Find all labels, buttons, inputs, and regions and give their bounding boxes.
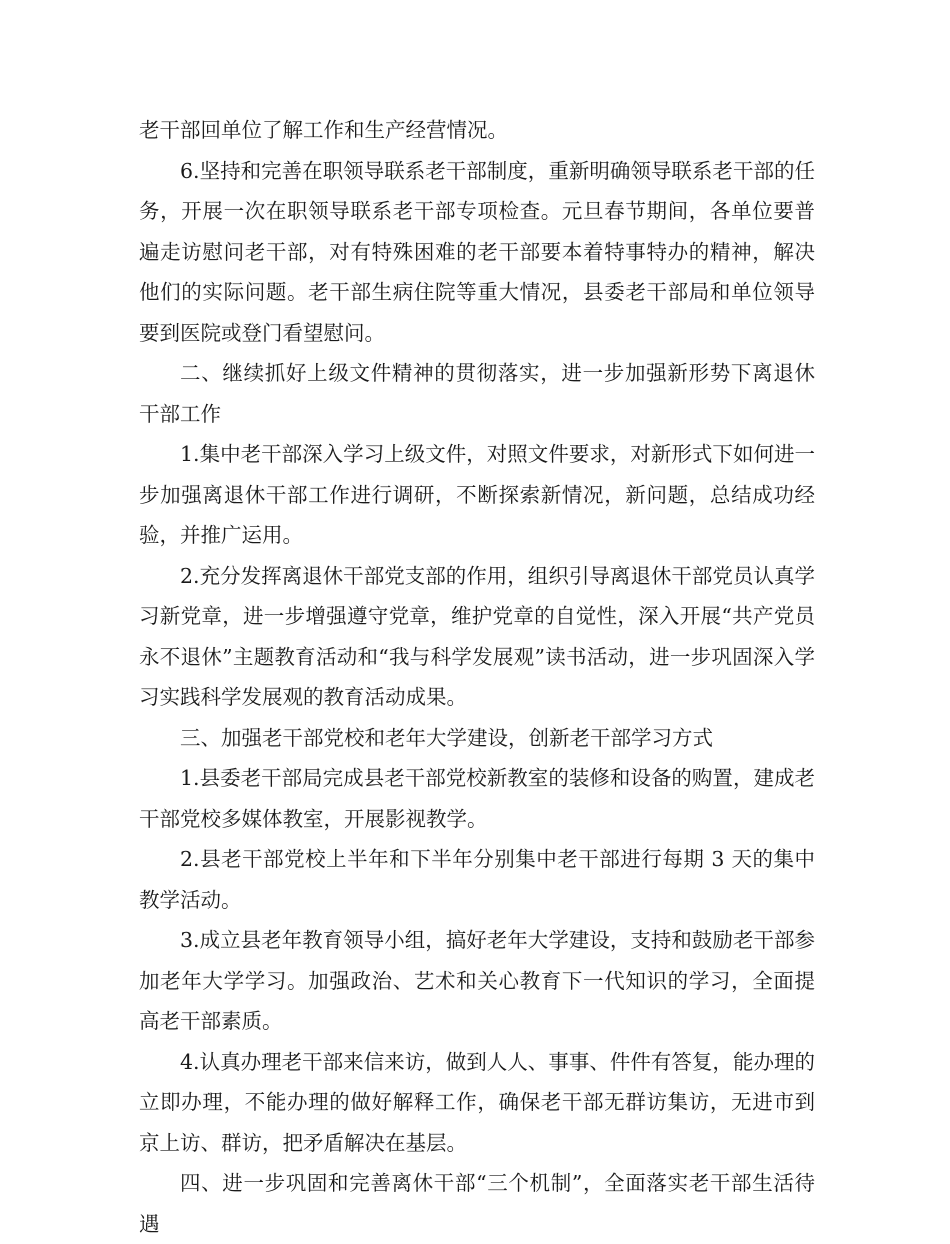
paragraph-section3-item-3: 3.成立县老年教育领导小组，搞好老年大学建设，支持和鼓励老干部参加老年大学学习。加强政治、艺术和关心教育下一代知识的学习，全面提高老干部素质。 (139, 928, 815, 1033)
paragraph-section3-item-2: 2.县老干部党校上半年和下半年分别集中老干部进行每期 3 天的集中教学活动。 (139, 847, 815, 912)
section-heading-3: 三、加强老干部党校和老年大学建设，创新老干部学习方式 (180, 725, 713, 750)
paragraph-section2-item-2: 2.充分发挥离退休干部党支部的作用，组织引导离退休干部党员认真学习新党章，进一步增强遵守党章，维护党章的自觉性，深入开展“共产党员永不退休”主题教育活动和“我与科学发展观”读书活动，进一步巩固深入学习实践科学发展观的教育活动成果。 (139, 563, 815, 709)
paragraph-continuation: 老干部回单位了解工作和生产经营情况。 (139, 118, 508, 142)
paragraph-section2-item-1: 1.集中老干部深入学习上级文件，对照文件要求，对新形式下如何进一步加强离退休干部工作进行调研，不断探索新情况，新问题，总结成功经验，并推广运用。 (139, 442, 815, 547)
section-heading-2: 二、继续抓好上级文件精神的贯彻落实，进一步加强新形势下离退休干部工作 (139, 361, 815, 426)
paragraph-section3-item-1: 1.县委老干部局完成县老干部党校新教室的装修和设备的购置，建成老干部党校多媒体教室，开展影视教学。 (139, 766, 815, 831)
paragraph-item-6: 6.坚持和完善在职领导联系老干部制度，重新明确领导联系老干部的任务，开展一次在职领导联系老干部专项检查。元旦春节期间，各单位要普遍走访慰问老干部，对有特殊困难的老干部要本着特事特办的精神，解决他们的实际问题。老干部生病住院等重大情况，县委老干部局和单位领导要到医院或登门看望慰问。 (139, 158, 815, 345)
document-body (139, 110, 815, 1244)
paragraph-section3-item-4: 4.认真办理老干部来信来访，做到人人、事事、件件有答复，能办理的立即办理，不能办理的做好解释工作，确保老干部无群访集访，无进市到京上访、群访，把矛盾解决在基层。 (139, 1049, 815, 1155)
section-heading-4: 四、进一步巩固和完善离休干部“三个机制”，全面落实老干部生活待遇 (139, 1171, 815, 1236)
